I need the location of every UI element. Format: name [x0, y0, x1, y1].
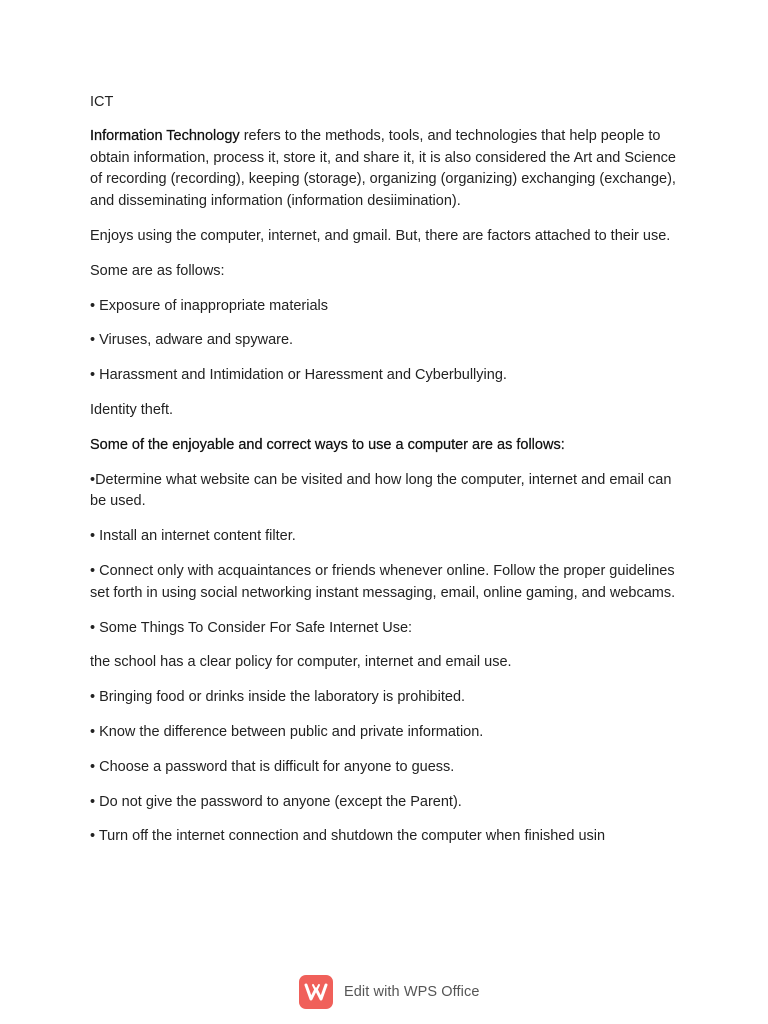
intro-definition: refers to the methods, tools, and technologies that help people to obtain information, process it, store it, and share it, it is also considered the Art and Science of recording (recording), keeping (storage), organizing (organizing) exchanging (exchange), and disseminating information (information desiimination). [90, 127, 676, 210]
policy-paragraph: the school has a clear policy for computer, internet and email use. [90, 654, 512, 671]
tip-item: • Choose a password that is difficult for anyone to guess. [90, 758, 455, 775]
way-item: • Install an internet content filter. [90, 528, 296, 545]
risk-item: • Harassment and Intimidation or Haressment and Cyberbullying. [90, 367, 507, 384]
tip-item: • Do not give the password to anyone (except the Parent). [90, 793, 462, 810]
way-item: • Some Things To Consider For Safe Internet Use: [90, 619, 413, 636]
tip-item: • Bringing food or drinks inside the laboratory is prohibited. [90, 689, 466, 706]
edit-with-wps-link[interactable] [299, 974, 480, 1010]
enjoys-paragraph: Enjoys using the computer, internet, and gmail. But, there are factors attached to their use. [90, 227, 671, 244]
wps-footer-label: Edit with WPS Office [344, 984, 480, 1000]
tip-item: • Turn off the internet connection and shutdown the computer when finished usin [90, 828, 606, 845]
document-body [90, 92, 680, 861]
wps-office-logo-icon [299, 975, 333, 1009]
document-title: ICT [90, 94, 114, 110]
ways-heading: Some of the enjoyable and correct ways to use a computer are as follows: [90, 436, 565, 453]
way-item: •Determine what website can be visited and how long the computer, internet and email can be used. [90, 471, 672, 510]
intro-paragraph [90, 126, 680, 213]
intro-term: Information Technology [90, 127, 240, 144]
risk-item: • Viruses, adware and spyware. [90, 332, 294, 349]
identity-theft-paragraph: Identity theft. [90, 401, 174, 418]
risk-item: • Exposure of inappropriate materials [90, 297, 329, 314]
some-are-paragraph: Some are as follows: [90, 262, 225, 279]
way-item: • Connect only with acquaintances or friends whenever online. Follow the proper guidelines set forth in using social networking instant messaging, email, online gaming, and webcams. [90, 562, 676, 601]
tip-item: • Know the difference between public and private information. [90, 723, 484, 740]
